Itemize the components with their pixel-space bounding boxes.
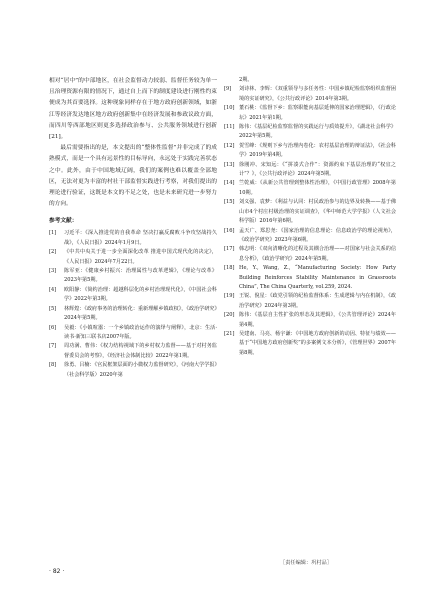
reference-item — [224, 161, 396, 180]
reference-number: [18] — [224, 265, 235, 272]
reference-text: 陈军亚：《健康乡村振兴：治理属性与改革逻辑》，《理论与改革》2023年第5期。 — [64, 268, 217, 284]
reference-item — [49, 342, 217, 361]
reference-number: [19] — [224, 293, 235, 300]
reference-item — [224, 85, 396, 104]
reference-text: 2期。 — [239, 77, 253, 83]
reference-item — [49, 305, 217, 324]
reference-item — [224, 227, 396, 246]
reference-item — [224, 264, 396, 292]
reference-number: [2] — [49, 249, 57, 256]
reference-text: 刘诗林、李辉：《双重领导与多任务性：中国乡镇纪检监察组织监督困境的实证研究》，《公共行政评论》2014年第3期。 — [239, 86, 396, 102]
reference-text: 贺雪峰：《规则下乡与治理内卷化：农村基层治理的辩证法》，《社会科学》2019年第4期。 — [239, 142, 396, 159]
reference-item — [224, 104, 396, 123]
reference-text: 董石桃：《监督下乡：监察职能向基层延伸的国家治理逻辑》，《行政论坛》2021年第1期。 — [239, 105, 396, 121]
reference-number: [1] — [49, 230, 57, 237]
editor-note: ［责任编辑：巩村品］ — [280, 560, 332, 566]
reference-text: 习近平：《深入推进党的自我革命 坚决打赢反腐败斗争攻坚战持久战》，《人民日报》2024年1月9日。 — [64, 230, 217, 246]
reference-number: [21] — [224, 330, 235, 337]
body-paragraph-1: 相对“居中”的中部地区，在社会监督动力较弱、监督任务较为单一且治理资源有限的情况下，通过自上而下的制度建设进行刚性约束便成为其首要选择。这种现象同样存在于地方政府创新领域，如浙江等经济发达地区地方政府创新集中在经济发展和参政议政方面，而四川等西部地区则更多选择政治参与、公共服务领域进行创新[21]。 — [49, 78, 217, 141]
reference-item — [224, 179, 396, 198]
references-heading: 参考文献： — [49, 218, 78, 225]
reference-text: 徐勇、吕楠：《官民框架层面的小微权力监督研究》，《河南大学学报》（社会科学版）2020年第 — [64, 362, 217, 378]
reference-number: [15] — [224, 199, 235, 206]
reference-item — [224, 198, 396, 226]
reference-text: 王锐、倪星：《政党引领的纪检监督体系：生成逻辑与内在机制》，《政治学研究》2024年第3期。 — [239, 293, 396, 309]
reference-number: [4] — [49, 286, 57, 293]
reference-item — [224, 123, 396, 142]
reference-number: [13] — [224, 161, 235, 168]
reference-number: [14] — [224, 180, 235, 187]
reference-item — [49, 286, 217, 305]
reference-item — [224, 142, 396, 161]
reference-item — [224, 76, 396, 85]
reference-text: 韩志明：《双向清晰化的过程及其耦合治理——对国家与社会关系的信息分析》，《政治学研究》2024年第5期。 — [239, 246, 396, 262]
reference-item — [49, 248, 217, 267]
references-list-right — [224, 76, 396, 358]
reference-text: 吴毅：《小镇喧嚣：一个乡镇政治运作的演绎与阐释》，北京：生活·读书·新知三联书店2007年版。 — [64, 324, 217, 340]
reference-text: 陈伟：《基层自主性扩张的形态及其逻辑》，《公共管理评论》2024年第4期。 — [239, 312, 396, 328]
reference-number: [11] — [224, 124, 235, 131]
reference-item — [49, 324, 217, 343]
reference-text: 《中共中央关于进一步全面深化改革 推进中国式现代化的决定》，《人民日报》2024年7月22日。 — [64, 249, 217, 265]
reference-text: 徐刚冲、宋知远：《“拼凑式合作”：资源约束下基层治理的“权宜之计”？》，《公共行政评论》2024年第5期。 — [239, 161, 396, 178]
reference-item — [224, 311, 396, 330]
reference-item — [224, 245, 396, 264]
reference-number: [5] — [49, 305, 57, 312]
reference-text: 吴建南、马亮、杨宇谦：《中国地方政府创新的动因、特征与绩效——基于“中国地方政府创新奖”的多案例文本分析》，《管理世界》2007年第8期。 — [239, 330, 396, 356]
reference-text: 林辉煌：《政府事务的治理转化：重新理解乡镇政权》，《政治学研究》2024年第5期。 — [64, 305, 217, 322]
reference-number: [8] — [49, 362, 57, 369]
reference-item — [49, 361, 217, 380]
reference-item — [224, 292, 396, 311]
reference-number: [12] — [224, 142, 235, 149]
reference-text: 陈伟：《基层纪检监察监督的实践运行与质效提升》，《湖北社会科学》2022年第5期。 — [239, 124, 396, 140]
reference-number: [17] — [224, 246, 235, 253]
reference-item — [49, 267, 217, 286]
reference-text: He, Y., Wang, Z., “Manufacturing Society: How Party Building Reinforces Stability Maintenance in Grassroots China”, The China Quarterly, vol.259, 2024. — [239, 265, 396, 290]
reference-item — [49, 229, 217, 248]
reference-text: 刘义强、袁梦：《利益与认同：村民政治参与的边界及转换——基于佛山市4个村庄村级治理的实证调查》，《华中师范大学学报》（人文社会科学版）2016年第6期。 — [239, 199, 396, 225]
reference-text: 孟天广、郑思尧：《国家治理的信息理论：信息政治学的理论视角》，《政治学研究》2023年第6期。 — [239, 227, 396, 243]
reference-number: [6] — [49, 324, 57, 331]
reference-number: [9] — [224, 86, 232, 93]
body-paragraph-2: 最后需要指出的是，本文提出的“整体性监督”并非完成了的成熟模式，而是一个具有远景性的目标导向，永远处于实践完善状态之中。此外，由于中国地域辽阔，我们的案例也难以覆盖全部地区，无法对更为丰富的村社干部监督实践进行考察，对我们提出的理论进行验证，这既是本文的不足之处，也是未来研究进一步努力的方向。 — [49, 145, 217, 208]
reference-text: 周功满、曹伟：《权力结构视域下的乡村权力监督——基于对村务监督委员会的考察》，《经济社会体制比较》2022年第1期。 — [64, 343, 217, 359]
reference-number: [3] — [49, 268, 57, 275]
page-number: · 82 · — [49, 568, 65, 575]
reference-number: [16] — [224, 227, 235, 234]
reference-item — [224, 330, 396, 358]
left-column — [49, 76, 217, 380]
reference-text: 竺乾威：《从新公共管理到整体性治理》，《中国行政管理》2008年第10期。 — [239, 180, 396, 196]
reference-number: [10] — [224, 105, 235, 112]
references-list-left — [49, 229, 217, 380]
reference-text: 欧阳静：《简约治理：超越科层化的乡村治理现代化》，《中国社会科学》2022年第3期。 — [64, 286, 217, 303]
reference-number: [7] — [49, 343, 57, 350]
right-column — [224, 76, 396, 358]
reference-number: [20] — [224, 312, 235, 319]
